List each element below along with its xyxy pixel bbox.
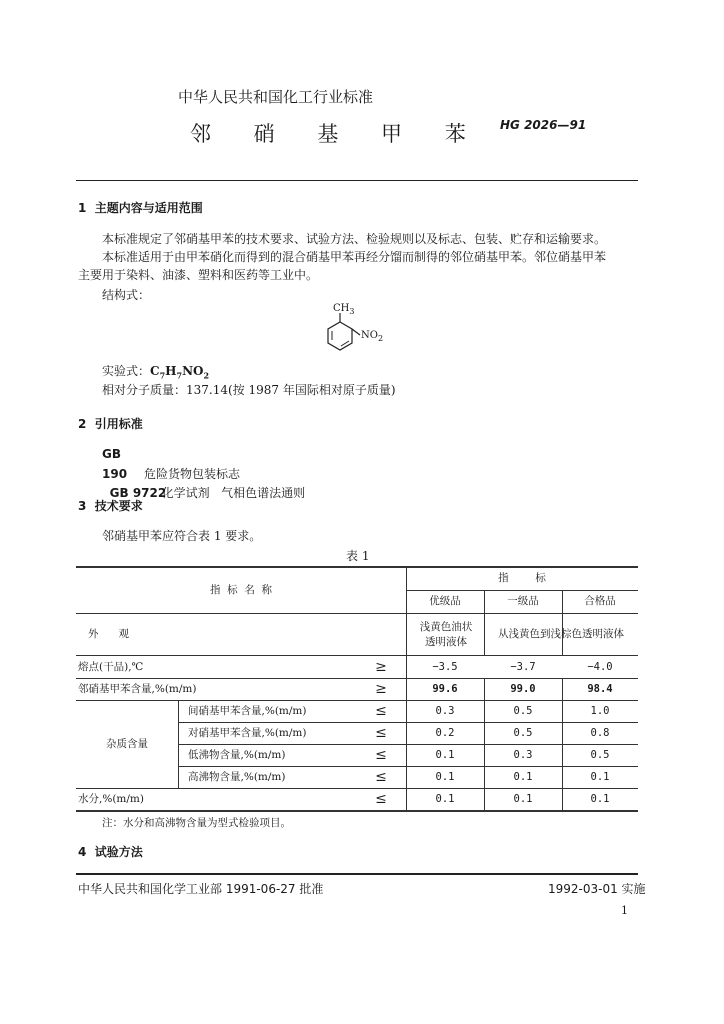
page-number: 1 xyxy=(621,904,628,917)
structure-label: 结构式： xyxy=(102,288,151,302)
row-label-para-nitrotoluene: 对硝基甲苯含量,%(m/m) xyxy=(188,727,307,739)
structural-formula xyxy=(320,300,400,362)
appearance-rest: 从浅黄色到浅棕色透明液体 xyxy=(498,628,624,640)
table-caption: 表 1 xyxy=(346,549,370,563)
methyl-group-label: $CH_3$ xyxy=(333,303,355,316)
value-premium: 0.1 xyxy=(435,749,455,761)
reference-item: GB 9722化学试剂 气相色谱法通则 xyxy=(109,486,306,500)
row-operator: ≤ xyxy=(375,769,387,785)
section-2-heading: 2 引用标准 xyxy=(78,417,143,431)
row-operator: ≥ xyxy=(375,681,387,697)
row-label-low-boilers: 低沸物含量,%(m/m) xyxy=(188,749,286,761)
value-premium: 0.1 xyxy=(435,771,455,783)
molecular-weight: 相对分子质量：137.14(按 1987 年国际相对原子质量) xyxy=(102,383,396,397)
effective-date: 1992-03-01 实施 xyxy=(548,882,646,896)
section-3-heading: 3 技术要求 xyxy=(78,499,143,513)
col-index-header: 指 标 xyxy=(498,572,546,584)
nitro-bond xyxy=(352,329,360,335)
row-label-water: 水分,%(m/m) xyxy=(78,793,144,805)
footer-rule xyxy=(76,873,638,875)
table-border-bottom xyxy=(76,810,638,812)
row-label-meta-nitrotoluene: 间硝基甲苯含量,%(m/m) xyxy=(188,705,307,717)
value-premium: 99.6 xyxy=(432,683,458,695)
header-rule xyxy=(76,180,638,181)
row-operator: ≤ xyxy=(375,791,387,807)
value-first-grade: 0.1 xyxy=(513,793,533,805)
standard-code: HG 2026—91 xyxy=(500,118,587,132)
nitro-group-label: $NO_2$ xyxy=(361,330,384,343)
empirical-formula: 实验式：$C_7H_7NO_2$ xyxy=(102,364,210,381)
row-label-high-boilers: 高沸物含量,%(m/m) xyxy=(188,771,286,783)
value-qualified: 0.1 xyxy=(590,771,610,783)
grade-header: 一级品 xyxy=(507,595,539,607)
value-first-grade: 0.5 xyxy=(513,705,533,717)
appearance-premium: 浅黄色油状透明液体 xyxy=(419,620,473,648)
table-line xyxy=(178,700,179,788)
doc-title: 邻 硝 基 甲 苯 xyxy=(190,122,484,146)
row-group-impurities: 杂质含量 xyxy=(106,738,148,750)
reference-item: GB 190 危险货物包装标志 xyxy=(102,447,241,481)
section-1-para-2-line-2: 主要用于染料、油漆、塑料和医药等工业中。 xyxy=(78,268,319,282)
row-label-melting-point: 熔点(干品),℃ xyxy=(78,660,144,673)
value-qualified: −4.0 xyxy=(587,660,613,673)
section-4-heading: 4 试验方法 xyxy=(78,845,143,859)
value-first-grade: 99.0 xyxy=(510,683,536,695)
value-premium: 0.3 xyxy=(435,705,455,717)
section-1-para-2-line-1: 本标准适用于由甲苯硝化而得到的混合硝基甲苯再经分馏而制得的邻位硝基甲苯。邻位硝基甲苯 xyxy=(102,250,607,264)
grade-header: 优级品 xyxy=(429,595,461,607)
section-3-para: 邻硝基甲苯应符合表 1 要求。 xyxy=(102,529,262,543)
value-first-grade: 0.1 xyxy=(513,771,533,783)
value-first-grade: 0.3 xyxy=(513,749,533,761)
grade-header: 合格品 xyxy=(584,595,616,607)
value-qualified: 0.1 xyxy=(590,793,610,805)
org-title: 中华人民共和国化工行业标准 xyxy=(178,88,374,106)
value-premium: 0.2 xyxy=(435,727,455,739)
row-label-purity: 邻硝基甲苯含量,%(m/m) xyxy=(78,683,197,695)
value-qualified: 1.0 xyxy=(590,705,610,717)
row-operator: ≤ xyxy=(375,703,387,719)
approval-line: 中华人民共和国化学工业部 1991-06-27 批准 xyxy=(78,882,324,896)
value-premium: −3.5 xyxy=(432,660,458,673)
value-qualified: 98.4 xyxy=(587,683,613,695)
value-qualified: 0.8 xyxy=(590,727,610,739)
value-first-grade: −3.7 xyxy=(510,660,536,673)
row-operator: ≤ xyxy=(375,747,387,763)
table-note: 注：水分和高沸物含量为型式检验项目。 xyxy=(102,817,291,829)
row-operator: ≤ xyxy=(375,725,387,741)
row-label-appearance: 外 观 xyxy=(88,628,130,640)
section-1-para-1: 本标准规定了邻硝基甲苯的技术要求、试验方法、检验规则以及标志、包装、贮存和运输要求。 xyxy=(102,232,607,246)
value-qualified: 0.5 xyxy=(590,749,610,761)
row-operator: ≥ xyxy=(375,658,387,675)
col-name-header: 指 标 名 称 xyxy=(209,583,273,596)
value-premium: 0.1 xyxy=(435,793,455,805)
section-1-heading: 1 主题内容与适用范围 xyxy=(78,201,203,215)
value-first-grade: 0.5 xyxy=(513,727,533,739)
